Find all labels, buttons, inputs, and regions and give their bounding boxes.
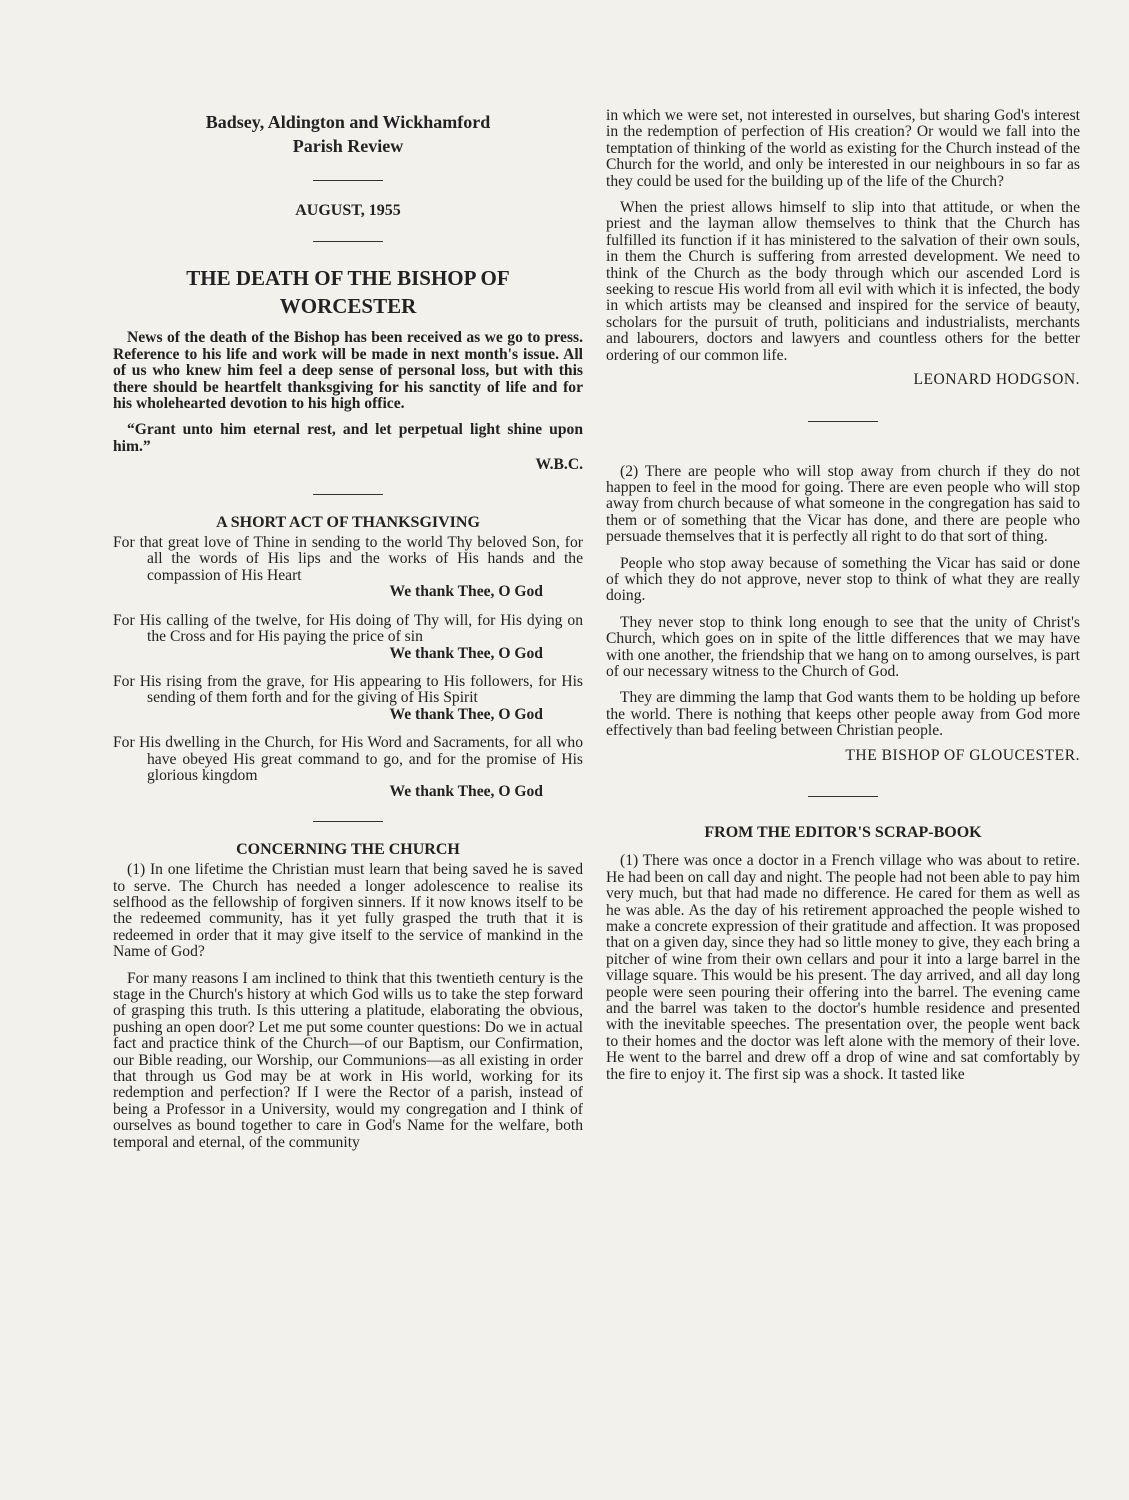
petition-text: For His calling of the twelve, for His doing of Thy will, for His dying on the Cross and for His paying the price of sin — [113, 611, 583, 646]
scrapbook-title: FROM THE EDITOR'S SCRAP-BOOK — [704, 824, 982, 841]
church-paragraph: For many reasons I am inclined to think that this twentieth century is the stage in the Church's history at which God wills us to take the step forward of grasping this truth. Is this uttering a platitude, elaborating the obvious, pushing an open door? Let me put some counter questions: Do we in actual fact and practice think of the Church—of our Baptism, our Confirmation, our Bible reading, our Worship, our Communions—as all existing in order that through us God may be at work in His world, working for its redemption and perfection? If I were the Rector of a parish, instead of being a Professor in a University, would my congregation and I think of ourselves as bound together to care in God's Name for the welfare, both temporal and eternal, of the community — [113, 969, 583, 1151]
church-title: CONCERNING THE CHURCH — [236, 840, 460, 858]
church-paragraph: (1) In one lifetime the Christian must learn that being saved he is saved to serve. The Church has needed a longer adolescence to realise its selfhood as the fellowship of forgiven sinners. If it now knows itself to be the redeemed community, has it yet fully grasped the truth that it is redeemed in order that it may give itself to the service of mankind in the Name of God? — [113, 861, 583, 961]
petition-text: For His dwelling in the Church, for His Word and Sacraments, for all who have obeyed His great command to go, and for the promise of His glorious kingdom — [113, 734, 583, 784]
author-hodgson: LEONARD HODGSON. — [913, 371, 1080, 389]
divider — [808, 796, 878, 797]
masthead-title: Badsey, Aldington and Wickhamford — [205, 112, 491, 132]
masthead — [113, 110, 583, 158]
thanksgiving-title: A SHORT ACT OF THANKSGIVING — [216, 513, 480, 531]
petition-response: We thank Thee, O God — [389, 644, 543, 662]
death-title-line2: WORCESTER — [279, 294, 417, 319]
church-paragraph: They never stop to think long enough to see that the unity of Christ's Church, which goes on in spite of the little differences that we may have with one another, the friendship that we hang on to among ourselves, is part of our necessary witness to the Church of God. — [606, 613, 1080, 680]
author-bishop-gloucester: THE BISHOP OF GLOUCESTER. — [845, 746, 1080, 764]
masthead-subtitle: Parish Review — [292, 136, 404, 156]
divider — [808, 421, 878, 422]
divider — [313, 821, 383, 822]
church-paragraph: People who stop away because of something the Vicar has said or done of which they do not approve, never stop to think of what they are really doing. — [606, 554, 1080, 605]
thanksgiving-list — [113, 535, 583, 801]
death-signature: W.B.C. — [535, 456, 583, 474]
right-column — [606, 108, 1080, 1093]
petition-response: We thank Thee, O God — [389, 705, 543, 723]
church-paragraph: (2) There are people who will stop away from church if they do not happen to feel in the mood for going. There are even people who will stop away from church because of what someone in the congregation has said to them or of something that the Vicar has done, and there are people who persuade themselves that it is perfectly all right to do that sort of thing. — [606, 462, 1080, 546]
left-column — [113, 108, 583, 1151]
church-paragraph: in which we were set, not interested in ourselves, but sharing God's interest in the redemption of perfection of His creation? Or would we fall into the temptation of thinking of the world as existing for the Church instead of the Church for the world, and only be interested in our neighbours in so far as they could be used for the building up of the life of the Church? — [606, 107, 1080, 190]
issue-date: AUGUST, 1955 — [295, 202, 401, 219]
petition-response: We thank Thee, O God — [389, 783, 543, 801]
petition-text: For His rising from the grave, for His appearing to His followers, for His sending of them forth and for the giving of His Spirit — [113, 672, 583, 707]
death-quote: “Grant unto him eternal rest, and let perpetual light shine upon him.” — [113, 421, 583, 455]
death-title — [113, 264, 583, 320]
petition-text: For that great love of Thine in sending to the world Thy beloved Son, for all the words of His lips and the works of His hands and the compassion of His Heart — [113, 534, 583, 584]
petition-response: We thank Thee, O God — [389, 583, 543, 601]
death-title-line1: THE DEATH OF THE BISHOP OF — [186, 266, 510, 291]
death-notice: News of the death of the Bishop has been received as we go to press. Reference to his life and work will be made in next month's issue. All of us who knew him feel a deep sense of personal loss, but with this there should be heartfelt thanksgiving for his sanctity of life and for his wholehearted devotion to his high office. — [113, 329, 583, 413]
divider — [313, 494, 383, 495]
divider — [313, 180, 383, 181]
church-paragraph: When the priest allows himself to slip into that attitude, or when the priest and the layman allow themselves to think that the Church has fulfilled its function if it has ministered to the salvation of their own souls, in them the Church is suffering from arrested development. We need to think of the Church as the body through which our ascended Lord is seeking to rescue His world from all evil with which it is infected, the body in which artists may be cleansed and inspired for the service of beauty, scholars for the pursuit of truth, politicians and industrialists, merchants and labourers, doctors and lawyers and countless others for the better ordering of our common life. — [606, 199, 1080, 364]
scrapbook-paragraph: (1) There was once a doctor in a French village who was about to retire. He had been on call day and night. The people had not been able to pay him very much, but that had made no difference. He cared for them as well as he was able. As the day of his retirement approached the people wished to make a concrete expression of their gratitude and affection. It was proposed that on a given day, since they had so little money to give, they each bring a pitcher of wine from their own cellars and pour it into a large barrel in the village square. This would be his present. The day arrived, and all day long people were seen pouring their offering into the barrel. The evening came and the barrel was taken to the doctor's humble residence and presented with the inevitable speeches. The presentation over, the people went back to their homes and the doctor was left alone with the memory of their love. He went to the barrel and drew off a drop of wine and sat comfortably by the fire to enjoy it. The first sip was a shock. It tasted like — [606, 852, 1080, 1083]
church-paragraph: They are dimming the lamp that God wants them to be holding up before the world. There is nothing that keeps other people away from God more effectively than bad feeling between Christian people. — [606, 689, 1080, 740]
divider — [313, 241, 383, 242]
